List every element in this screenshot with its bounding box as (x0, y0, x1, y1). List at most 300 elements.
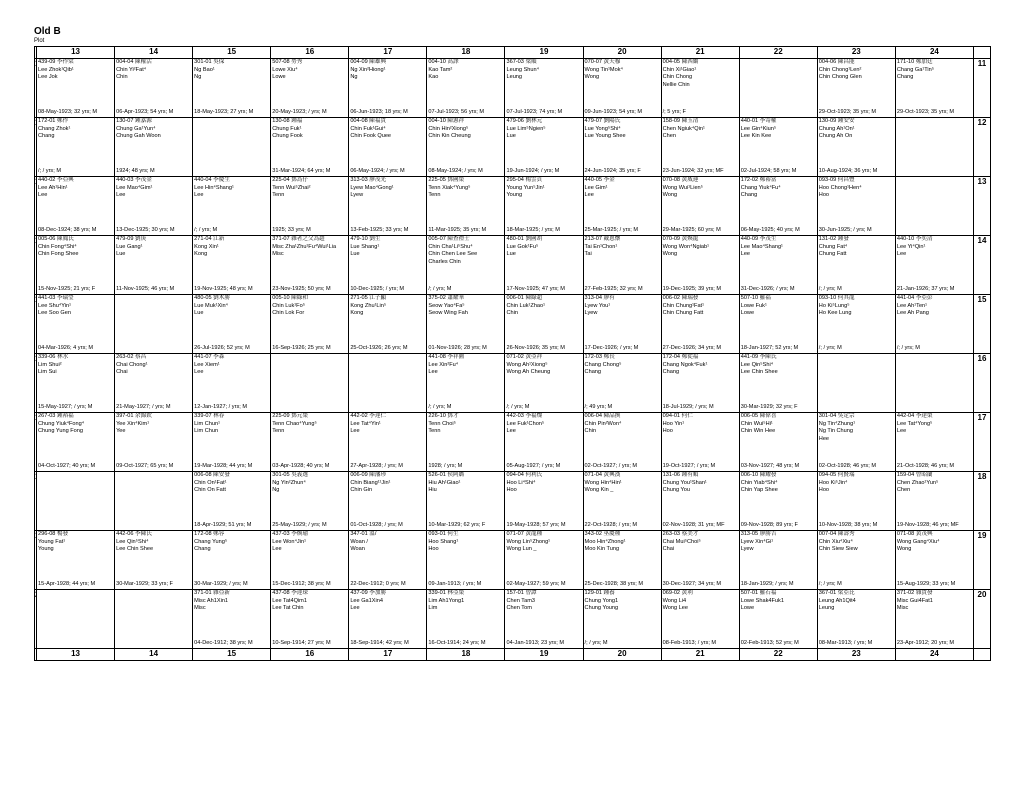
record-line-0: 004-08 陳福貴 (350, 118, 387, 124)
record-line-4 (349, 384, 426, 392)
grave-record (584, 236, 661, 294)
grave-cell (661, 59, 739, 118)
record-line-2: Chin Yap Shee (740, 487, 778, 494)
record-line-4 (349, 148, 426, 156)
record-date: 02-Jul-1924; 58 yrs; M (740, 168, 797, 175)
record-line-1: Chung Yong1 (584, 597, 619, 604)
record-line-2: Tenn (272, 428, 285, 435)
record-line-0: 130-08 鍾福 (272, 118, 303, 124)
record-line-3 (505, 82, 582, 90)
record-line-2: Lee Chin Shee (740, 369, 778, 376)
grave-cell (193, 531, 271, 590)
plot-row (35, 354, 991, 413)
record-line-2: Chin Chung Fatt (662, 310, 704, 317)
grave-record (349, 413, 426, 471)
record-line-3 (349, 554, 426, 562)
record-line-2: Lyew (350, 192, 364, 199)
record-line-2 (818, 369, 895, 377)
record-date: 08-Dec-1924; 38 yrs; M (38, 227, 97, 234)
record-line-0: 130-07 鍾嘉源 (116, 118, 152, 124)
record-line-0: 225-04 鄧為仔 (272, 177, 308, 183)
record-line-0: 007-04 陳壽秀 (818, 531, 855, 537)
record-line-1 (115, 303, 192, 311)
record-line-3 (349, 436, 426, 444)
record-line-1 (37, 598, 114, 606)
record-line-0: 526-01 侯阿嬌 (428, 472, 465, 478)
record-line-3 (349, 82, 426, 90)
record-line-1 (271, 362, 348, 370)
grave-record (271, 531, 348, 589)
record-line-2: Kao (428, 74, 439, 81)
row-label-right: 20 (973, 590, 990, 649)
record-line-2: Lim Chun (194, 428, 219, 435)
grave-cell (817, 118, 895, 177)
grave-cell (37, 236, 115, 295)
record-line-3 (193, 613, 270, 621)
record-date: 1924; 48 yrs; M (116, 168, 155, 175)
record-line-1: Yee Xin⁴Kim¹ (116, 420, 150, 427)
record-line-0 (115, 590, 192, 598)
grave-record (584, 354, 661, 412)
record-line-2: Chen (896, 487, 911, 494)
grave-cell (427, 177, 505, 236)
record-line-4 (427, 384, 504, 392)
grave-cell (583, 236, 661, 295)
record-line-1 (896, 185, 973, 193)
record-line-3 (896, 259, 973, 267)
grave-record (37, 413, 114, 471)
record-line-4 (818, 384, 895, 392)
grave-cell (661, 531, 739, 590)
grave-record (662, 236, 739, 294)
record-line-1: Hoo Ki⁵Jin⁴ (818, 479, 848, 486)
record-line-3 (115, 82, 192, 90)
record-line-0: 479-06 劉林元 (506, 118, 543, 124)
record-line-0: 441-08 李祥圖 (428, 354, 465, 360)
record-line-3 (896, 82, 973, 90)
record-date: 21-Jan-1926; 37 yrs; M (896, 286, 955, 293)
record-line-3 (349, 495, 426, 503)
record-line-1: Ng Xin²Hiong¹ (350, 66, 386, 73)
record-line-0: 006-10 陳耀發 (740, 472, 777, 478)
record-line-4 (115, 502, 192, 510)
record-line-2: Chin Win Hee (740, 428, 776, 435)
column-header: 22 (739, 649, 817, 661)
record-date: 08-May-1924; / yrs; M (428, 168, 483, 175)
grave-record (818, 354, 895, 412)
record-line-2: Chung You (662, 487, 691, 494)
record-line-3 (271, 259, 348, 267)
record-date: 09-Nov-1928; 89 yrs; F (740, 522, 798, 529)
record-line-4 (193, 561, 270, 569)
record-line-0: 339-06 林水 (38, 354, 69, 360)
record-date: 01-Nov-1926; 28 yrs; M (428, 345, 487, 352)
record-line-4 (37, 502, 114, 510)
record-line-0: 004-06 陳昌能 (818, 59, 855, 65)
column-header: 17 (349, 649, 427, 661)
grave-cell (271, 590, 349, 649)
record-date: 20-May-1923; / yrs; M (272, 109, 327, 116)
record-date: 15-May-1927; / yrs; M (38, 404, 93, 411)
record-date: 31-Dec-1926; / yrs; M (740, 286, 795, 293)
record-line-2: Ho Kee Lung (818, 310, 852, 317)
record-line-3 (193, 554, 270, 562)
grave-record (505, 59, 582, 117)
record-line-3 (427, 318, 504, 326)
record-date: 19-May-1928; 57 yrs; M (506, 522, 566, 529)
grave-cell (739, 531, 817, 590)
record-date: 02-Feb-1913; 52 yrs; M (740, 640, 799, 647)
grave-cell (505, 295, 583, 354)
record-line-4 (193, 89, 270, 97)
grave-cell (583, 59, 661, 118)
record-date: 08-Feb-1913; / yrs; M (662, 640, 717, 647)
record-line-1: Lee Zhok¹Qib¹ (38, 66, 74, 73)
record-line-4 (505, 89, 582, 97)
record-line-4 (740, 266, 817, 274)
grave-record (818, 472, 895, 530)
grave-cell (115, 590, 193, 649)
record-line-3 (349, 377, 426, 385)
grave-record (37, 531, 114, 589)
record-date: 18-Sep-1914; 42 yrs; M (350, 640, 409, 647)
grave-record (37, 472, 114, 530)
record-line-2: Leung (506, 74, 523, 81)
grave-record (662, 177, 739, 235)
record-line-4 (37, 443, 114, 451)
grave-cell (349, 531, 427, 590)
record-line-0: 005-10 陳綠和 (272, 295, 308, 301)
grave-cell (271, 118, 349, 177)
record-line-2: Ng (194, 74, 202, 81)
record-line-4 (662, 325, 739, 333)
grave-cell (271, 177, 349, 236)
column-header: 16 (271, 47, 349, 59)
record-line-4 (818, 325, 895, 333)
grave-record (115, 59, 192, 117)
column-header: 16 (271, 649, 349, 661)
record-date: 01-Oct-1928; / yrs; M (350, 522, 403, 529)
grave-cell (505, 413, 583, 472)
plot-row (35, 413, 991, 472)
plot-row (35, 295, 991, 354)
record-line-4 (37, 148, 114, 156)
record-line-4 (896, 561, 973, 569)
record-line-2: Hoo (818, 192, 830, 199)
record-line-2: Wong Kin _ (584, 487, 614, 494)
record-line-2: Chai (116, 369, 128, 376)
plot-row (35, 236, 991, 295)
grave-cell (583, 413, 661, 472)
record-date: 02-Oct-1927; / yrs; M (584, 463, 638, 470)
record-line-2: Lee Tat Chin (272, 605, 304, 612)
record-date: 27-Dec-1926; 34 yrs; M (662, 345, 722, 352)
record-line-0: 172-04 鄭從福 (662, 354, 699, 360)
record-date: 09-Jun-1923; 54 yrs; M (584, 109, 643, 116)
record-line-1: Chung Ah¹On¹ (818, 125, 855, 132)
grave-record (505, 177, 582, 235)
record-line-4 (896, 89, 973, 97)
grave-cell (349, 413, 427, 472)
grave-cell (427, 531, 505, 590)
column-header-row-top (35, 47, 991, 59)
record-line-3 (662, 259, 739, 267)
record-date: 25-May-1929; / yrs; M (272, 522, 327, 529)
record-line-2: Tai (584, 251, 592, 258)
record-line-3 (115, 318, 192, 326)
grave-cell (115, 354, 193, 413)
record-line-1: Kong Zhu¹Lin⁵ (350, 302, 387, 309)
record-line-0: 441-07 李森 (194, 354, 225, 360)
record-line-1: Tenn Xiak⁴Yung⁵ (428, 184, 471, 191)
record-line-4 (115, 443, 192, 451)
record-line-4 (271, 561, 348, 569)
record-line-0: 094-01 何仁 (662, 413, 693, 419)
grave-record (193, 59, 270, 117)
grave-record (505, 472, 582, 530)
record-line-0: 093-01 何生 (428, 531, 459, 537)
grave-cell (193, 118, 271, 177)
record-line-4 (896, 325, 973, 333)
record-line-4 (662, 561, 739, 569)
record-line-3 (818, 82, 895, 90)
record-line-3 (271, 141, 348, 149)
grave-record (584, 118, 661, 176)
record-line-2: Hoo (506, 487, 517, 494)
grave-record (37, 354, 114, 412)
record-line-4 (896, 443, 973, 451)
column-header: 15 (193, 649, 271, 661)
row-label-right: 14 (973, 236, 990, 295)
record-line-2: Lee (896, 428, 907, 435)
record-line-0: 271-04 江新 (194, 236, 225, 242)
record-line-0: 480-05 劉木勝 (194, 295, 230, 301)
record-line-2: Chin (584, 428, 597, 435)
record-line-2 (271, 369, 348, 377)
record-line-1: Wong Wui¹Lien⁵ (662, 184, 703, 191)
record-date: 09-Oct-1927; 65 yrs; M (116, 463, 174, 470)
record-line-0: 313-05 廖勝吉 (740, 531, 777, 537)
grave-cell (817, 59, 895, 118)
grave-cell (427, 295, 505, 354)
record-line-1: Lee Ah¹Hin¹ (38, 184, 68, 191)
record-line-2: Chin Chen Lee See (428, 251, 478, 258)
grave-cell (193, 177, 271, 236)
record-line-1: Chai Chong¹ (116, 361, 148, 368)
record-line-2: Ng Tin Chung (818, 428, 853, 435)
record-line-2: Lee Chin Shee (116, 546, 154, 553)
record-date: 04-Mar-1926; 4 yrs; M (38, 345, 94, 352)
grave-cell (895, 295, 973, 354)
record-line-1: Lue Gang¹ (116, 243, 143, 250)
grave-record (740, 295, 817, 353)
record-line-4 (584, 384, 661, 392)
record-line-1: Lue Lim⁵Ngien⁵ (506, 125, 546, 132)
record-line-3 (37, 436, 114, 444)
record-line-3 (662, 377, 739, 385)
grave-record (740, 236, 817, 294)
grave-record (115, 413, 192, 471)
grave-record (818, 295, 895, 353)
record-line-3 (427, 613, 504, 621)
grave-record (427, 295, 504, 353)
record-line-1: Chung Fat⁴ (818, 243, 848, 250)
record-date: 03-Apr-1928; 40 yrs; M (272, 463, 330, 470)
record-line-0: 006-04 陳品換 (584, 413, 621, 419)
grave-record (271, 236, 348, 294)
record-line-4 (115, 89, 192, 97)
record-line-4 (37, 561, 114, 569)
record-line-3 (427, 141, 504, 149)
record-line-1: Lee Qin⁵Shi⁴ (740, 361, 774, 368)
grave-record (427, 177, 504, 235)
record-line-0: 093-10 何其龍 (818, 295, 855, 301)
record-line-1: Chin On¹Fat¹ (194, 479, 227, 486)
record-line-4 (349, 443, 426, 451)
grave-record (662, 354, 739, 412)
record-line-4 (193, 266, 270, 274)
record-line-3 (740, 436, 817, 444)
grave-cell (895, 59, 973, 118)
record-line-2: Chang (584, 369, 602, 376)
record-line-3 (818, 377, 895, 385)
page-title: Old B (34, 26, 61, 37)
grave-record (896, 118, 973, 176)
column-header: 14 (115, 47, 193, 59)
record-date: 13-Dec-1925; 30 yrs; M (116, 227, 175, 234)
grave-cell (427, 413, 505, 472)
record-line-4 (37, 266, 114, 274)
record-line-4 (584, 148, 661, 156)
column-header: 22 (739, 47, 817, 59)
record-line-1: Young Fat¹ (38, 538, 66, 545)
record-line-3 (740, 200, 817, 208)
record-line-3 (427, 82, 504, 90)
record-line-3 (818, 495, 895, 503)
record-line-3: Charles Chin (428, 258, 461, 265)
record-line-4 (505, 561, 582, 569)
grave-cell (37, 177, 115, 236)
grave-cell (661, 236, 739, 295)
grave-record (193, 472, 270, 530)
record-line-2: Chin Kin Cheung (428, 133, 471, 140)
record-line-2: Chang (194, 546, 211, 553)
grave-record (427, 236, 504, 294)
column-header: 13 (37, 649, 115, 661)
record-line-3 (349, 259, 426, 267)
grave-record (818, 59, 895, 117)
record-line-4 (662, 384, 739, 392)
record-line-4 (115, 266, 192, 274)
record-line-3 (896, 318, 973, 326)
grave-cell (895, 236, 973, 295)
record-line-1 (818, 362, 895, 370)
record-date: 25-Dec-1928; 38 yrs; M (584, 581, 643, 588)
grave-cell (661, 413, 739, 472)
record-line-2: Hiu (428, 487, 437, 494)
record-line-2: Chen (662, 133, 676, 140)
record-line-3 (740, 554, 817, 562)
record-line-4 (271, 620, 348, 628)
grave-cell (817, 413, 895, 472)
record-line-4 (740, 384, 817, 392)
grave-cell (583, 118, 661, 177)
record-line-2: Chin Fong Shee (38, 251, 79, 258)
record-line-2: Kong (350, 310, 364, 317)
record-line-2: Kong (194, 251, 208, 258)
record-line-0: 367-03 梁順 (506, 59, 537, 65)
record-line-3 (37, 318, 114, 326)
record-line-3 (37, 613, 114, 621)
grave-record (115, 472, 192, 530)
record-line-0: 442-03 李福燦 (506, 413, 543, 419)
record-line-3 (584, 436, 661, 444)
record-line-1: Lee Gin⁴Kiun⁵ (740, 125, 777, 132)
record-line-2: Chung Gah Woon (116, 133, 161, 140)
grave-cell (193, 354, 271, 413)
record-date: /; / yrs; M (428, 404, 452, 411)
grave-record (427, 413, 504, 471)
record-date: 18-Jan-1927; 52 yrs; M (740, 345, 799, 352)
record-line-3 (584, 82, 661, 90)
record-line-2: Lee (740, 251, 751, 258)
record-line-3 (584, 495, 661, 503)
record-line-2: Ng (350, 74, 358, 81)
record-line-3 (818, 554, 895, 562)
record-line-4 (818, 502, 895, 510)
record-line-1: Ng Bao¹ (194, 66, 215, 73)
record-line-1: Ho Ki⁵Lung⁵ (818, 302, 850, 309)
record-line-3 (427, 495, 504, 503)
record-line-3 (37, 259, 114, 267)
grave-record (37, 295, 114, 353)
record-line-4 (740, 502, 817, 510)
record-line-0 (740, 59, 817, 67)
record-line-1: Chin Luk¹Fo⁵ (272, 302, 306, 309)
record-line-3 (37, 82, 114, 90)
record-line-2: Chang (38, 133, 55, 140)
grave-cell (115, 295, 193, 354)
record-line-1: Chai Mui⁵Choi⁵ (662, 538, 701, 545)
record-line-4 (740, 443, 817, 451)
grave-cell (739, 177, 817, 236)
record-line-3 (271, 613, 348, 621)
grave-record (896, 531, 973, 589)
record-line-0: 343-02 巫慶種 (584, 531, 621, 537)
record-line-3 (896, 554, 973, 562)
record-line-4 (349, 561, 426, 569)
grave-cell (817, 531, 895, 590)
record-date: 23-Nov-1925; 50 yrs; M (272, 286, 331, 293)
grave-record (193, 295, 270, 353)
grave-record (193, 118, 270, 176)
record-line-1: Lim Chun¹ (194, 420, 220, 427)
record-line-0: 004-10 陳憲祥 (428, 118, 465, 124)
grave-cell (115, 472, 193, 531)
record-line-3 (427, 377, 504, 385)
grave-cell (37, 118, 115, 177)
record-line-2: Lyew (584, 310, 598, 317)
record-line-0: 094-04 何利氏 (506, 472, 543, 478)
record-line-2: Lee (350, 605, 360, 612)
record-line-0: 479-10 劉生 (350, 236, 381, 242)
grave-record (427, 118, 504, 176)
grave-cell (271, 59, 349, 118)
record-line-4 (193, 384, 270, 392)
record-line-0 (37, 472, 114, 480)
record-line-1: Tenn Chao⁴Yung⁵ (272, 420, 317, 427)
column-header: 19 (505, 649, 583, 661)
